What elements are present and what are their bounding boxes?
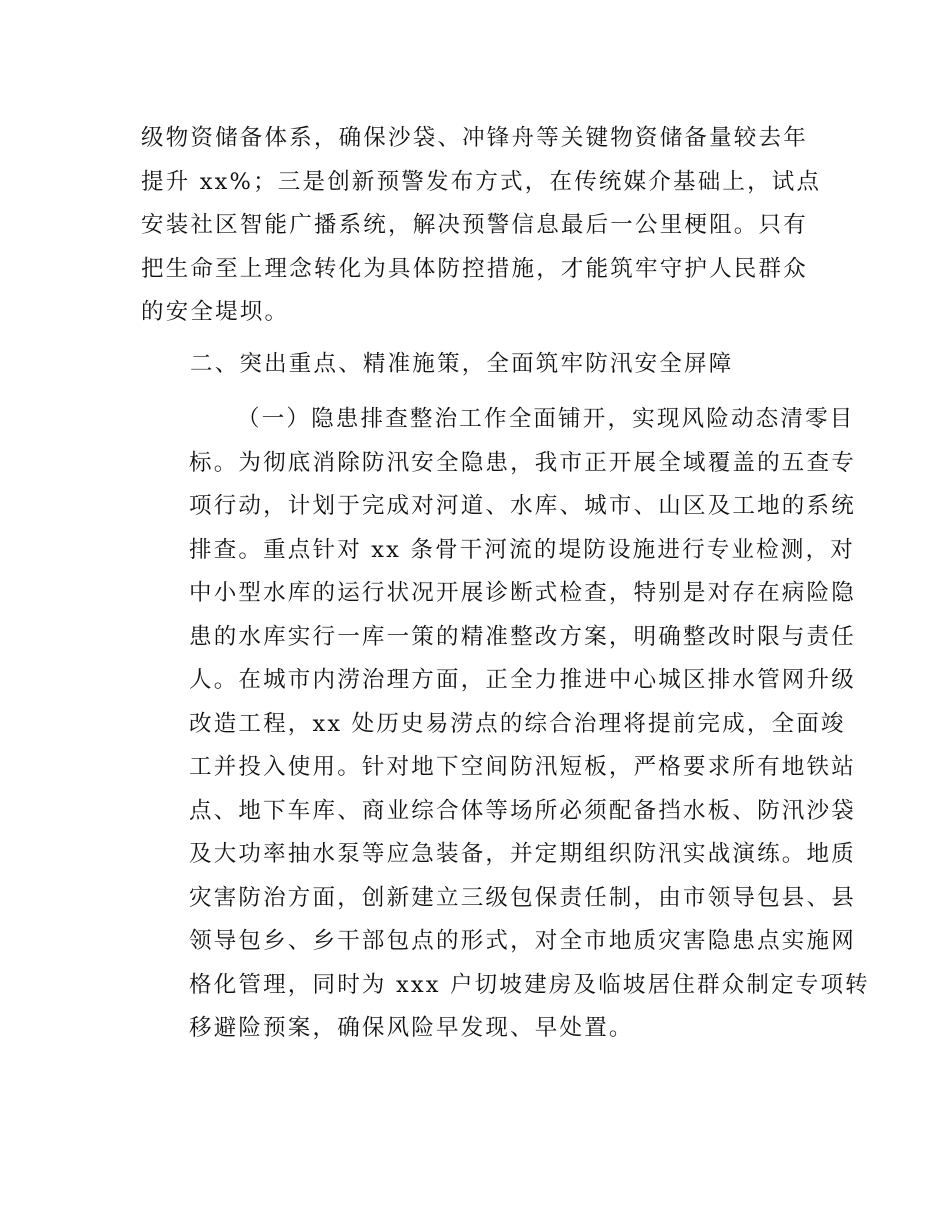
paragraph-1-line: 把生命至上理念转化为具体防控措施，才能筑牢守护人民群众 (141, 255, 808, 282)
paragraph-2-line: 格化管理，同时为 xxx 户切坡建房及临坡居住群众制定专项转 (189, 971, 870, 998)
paragraph-2-line: 领导包乡、乡干部包点的形式，对全市地质灾害隐患点实施网 (189, 928, 856, 954)
paragraph-2-line: 点、地下车库、商业综合体等场所必须配备挡水板、防汛沙袋 (189, 797, 856, 824)
paragraph-2-line: 移避险预案，确保风险早发现、早处置。 (189, 1015, 634, 1041)
paragraph-2-line: 灾害防治方面，创新建立三级包保责任制，由市领导包县、县 (189, 884, 856, 911)
paragraph-2-line: 排查。重点针对 xx 条骨干河流的堤防设施进行专业检测，对 (189, 536, 855, 563)
paragraph-1-line: 级物资储备体系，确保沙袋、冲锋舟等关键物资储备量较去年 (141, 125, 808, 151)
paragraph-2-line: 改造工程，xx 处历史易涝点的综合治理将提前完成，全面竣 (189, 710, 846, 737)
paragraph-1-line: 的安全堤坝。 (141, 299, 290, 325)
paragraph-2-line: 工并投入使用。针对地下空间防汛短板，严格要求所有地铁站 (189, 754, 856, 780)
paragraph-2-line: 患的水库实行一库一策的精准整改方案，明确整改时限与责任 (189, 623, 856, 650)
section-heading: 二、突出重点、精准施策，全面筑牢防汛安全屏障 (190, 351, 734, 377)
paragraph-2 (141, 398, 870, 1051)
paragraph-2-line: 项行动，计划于完成对河道、水库、城市、山区及工地的系统 (189, 493, 856, 519)
paragraph-2-line: （一）隐患排查整治工作全面铺开，实现风险动态清零目 (237, 406, 855, 432)
paragraph-2-line: 中小型水库的运行状况开展诊断式检查，特别是对存在病险隐 (189, 580, 856, 606)
paragraph-1 (141, 117, 822, 335)
paragraph-2-line: 标。为彻底消除防汛安全隐患，我市正开展全域覆盖的五查专 (189, 449, 856, 476)
paragraph-2-line: 及大功率抽水泵等应急装备，并定期组织防汛实战演练。地质 (189, 841, 856, 867)
paragraph-1-line: 安装社区智能广播系统，解决预警信息最后一公里梗阻。只有 (141, 212, 808, 238)
paragraph-1-line: 提升 xx%；三是创新预警发布方式，在传统媒介基础上，试点 (141, 168, 822, 195)
paragraph-2-line: 人。在城市内涝治理方面，正全力推进中心城区排水管网升级 (189, 667, 856, 693)
